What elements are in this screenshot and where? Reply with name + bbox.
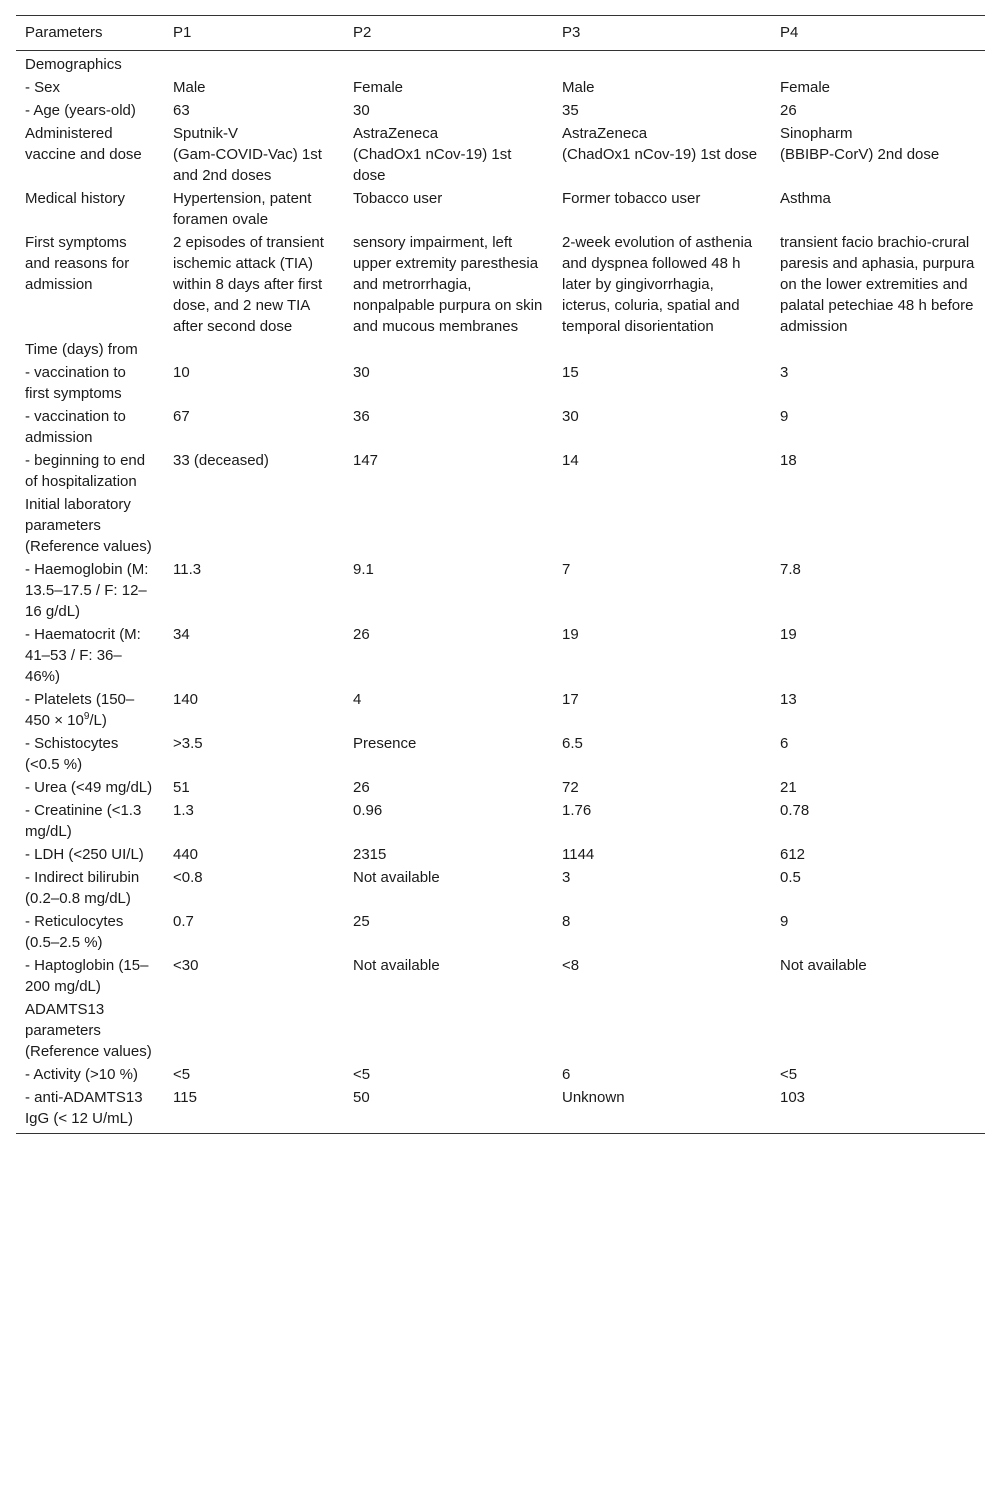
cell-line: (BBIBP-CorV) 2nd dose bbox=[780, 146, 940, 163]
row-label-part: /L) bbox=[89, 712, 107, 729]
cell-p3: 72 bbox=[562, 779, 579, 796]
cell-p4: <5 bbox=[780, 1066, 798, 1083]
cell-p4: Female bbox=[780, 79, 831, 96]
cell-p1: >3.5 bbox=[173, 735, 203, 752]
cell-p2 bbox=[344, 338, 553, 361]
cell-line: Sinopharm bbox=[780, 125, 853, 142]
cell-p4: 9 bbox=[780, 408, 789, 425]
table-row bbox=[16, 361, 985, 405]
cell-p3 bbox=[553, 122, 771, 187]
row-label: Administered vaccine and dose bbox=[25, 125, 142, 163]
cell-p1: 0.7 bbox=[173, 913, 194, 930]
cell-p4 bbox=[771, 51, 985, 77]
cell-p2: 26 bbox=[353, 779, 370, 796]
cell-p4: Not available bbox=[780, 957, 867, 974]
cell-p2 bbox=[344, 51, 553, 77]
cell-line: AstraZeneca bbox=[562, 125, 648, 142]
cell-p3: 3 bbox=[562, 869, 571, 886]
row-label bbox=[16, 688, 164, 732]
table-row bbox=[16, 998, 985, 1063]
table-row bbox=[16, 623, 985, 688]
cell-p3: 30 bbox=[562, 408, 579, 425]
cell-p1: 440 bbox=[173, 846, 199, 863]
row-label: - Schistocytes (<0.5 %) bbox=[25, 735, 119, 773]
cell-p3 bbox=[553, 51, 771, 77]
cell-p2: Not available bbox=[353, 869, 440, 886]
table-row bbox=[16, 799, 985, 843]
row-label: - Haptoglobin (15–200 mg/dL) bbox=[25, 957, 149, 995]
cell-p2: 9.1 bbox=[353, 561, 374, 578]
row-label: First symptoms and reasons for admission bbox=[25, 234, 130, 293]
table-row bbox=[16, 1063, 985, 1086]
table-container bbox=[16, 15, 985, 1134]
row-label: Time (days) from bbox=[25, 341, 138, 358]
row-label: - beginning to end of hospitalization bbox=[25, 452, 146, 490]
row-label: - Age (years-old) bbox=[25, 102, 136, 119]
cell-p2: Tobacco user bbox=[353, 190, 443, 207]
table-row bbox=[16, 688, 985, 732]
cell-p1: Male bbox=[173, 79, 206, 96]
cell-p2: 0.96 bbox=[353, 802, 383, 819]
cell-p3: 2-week evolution of asthenia and dyspnea followed 48 h later by gingivorrhagia, icterus, coluria, spatial and temporal disorientation bbox=[562, 234, 753, 335]
cell-line: AstraZeneca bbox=[353, 125, 439, 142]
cell-p4: 3 bbox=[780, 364, 789, 381]
cell-p3: 6.5 bbox=[562, 735, 583, 752]
cell-p2: sensory impairment, left upper extremity paresthesia and metrorrhagia, nonpalpable purpura on skin and mucous membranes bbox=[353, 234, 543, 335]
table-row bbox=[16, 405, 985, 449]
row-label: - anti-ADAMTS13 IgG (< 12 U/mL) bbox=[16, 1086, 164, 1134]
cell-p2: 50 bbox=[344, 1086, 553, 1134]
cell-p1: 115 bbox=[164, 1086, 344, 1134]
table-row bbox=[16, 51, 985, 77]
cell-p4 bbox=[771, 493, 985, 558]
table-row bbox=[16, 187, 985, 231]
cell-p1: Hypertension, patent foramen ovale bbox=[173, 190, 312, 228]
cell-p3: 7 bbox=[562, 561, 571, 578]
table-header bbox=[16, 16, 985, 51]
row-label: - Creatinine (<1.3 mg/dL) bbox=[25, 802, 142, 840]
row-label: - Haemoglobin (M: 13.5–17.5 / F: 12–16 g/dL) bbox=[25, 561, 149, 620]
cell-p2: 26 bbox=[353, 626, 370, 643]
cell-p1: <5 bbox=[173, 1066, 191, 1083]
cell-p1: 67 bbox=[173, 408, 190, 425]
cell-p1: 34 bbox=[173, 626, 190, 643]
header-p2: P2 bbox=[344, 16, 553, 51]
table-row bbox=[16, 866, 985, 910]
cell-p3: Former tobacco user bbox=[562, 190, 701, 207]
cell-p1 bbox=[164, 998, 344, 1063]
table-row bbox=[16, 732, 985, 776]
cell-p2: 4 bbox=[353, 691, 362, 708]
cell-p4 bbox=[771, 122, 985, 187]
cell-p4: Asthma bbox=[780, 190, 831, 207]
row-label-part: 450 × 10 bbox=[25, 712, 84, 729]
cell-p3: 14 bbox=[562, 452, 579, 469]
row-label: ADAMTS13 parameters (Reference values) bbox=[25, 1001, 152, 1060]
cell-line: (ChadOx1 nCov-19) 1st dose bbox=[562, 146, 758, 163]
row-label: - Sex bbox=[25, 79, 61, 96]
cell-p3 bbox=[553, 338, 771, 361]
row-label: - Indirect bilirubin (0.2–0.8 mg/dL) bbox=[25, 869, 140, 907]
cell-p2: Presence bbox=[353, 735, 417, 752]
cell-p1 bbox=[164, 338, 344, 361]
table-row bbox=[16, 76, 985, 99]
cell-p2: Not available bbox=[353, 957, 440, 974]
cell-p4: 103 bbox=[771, 1086, 985, 1134]
table-row bbox=[16, 493, 985, 558]
cell-p2: 30 bbox=[353, 364, 370, 381]
row-label: - Activity (>10 %) bbox=[25, 1066, 138, 1083]
cell-p1: <30 bbox=[173, 957, 199, 974]
cell-p2: 2315 bbox=[353, 846, 387, 863]
header-parameters: Parameters bbox=[16, 16, 164, 51]
cell-p3: 15 bbox=[562, 364, 579, 381]
row-label: - Reticulocytes (0.5–2.5 %) bbox=[25, 913, 124, 951]
cell-p1: 51 bbox=[173, 779, 190, 796]
cell-p3: Unknown bbox=[553, 1086, 771, 1134]
row-label: - vaccination to admission bbox=[25, 408, 126, 446]
table-row bbox=[16, 776, 985, 799]
cell-p3: <8 bbox=[562, 957, 580, 974]
cell-p3: 6 bbox=[562, 1066, 571, 1083]
cell-p3: 8 bbox=[562, 913, 571, 930]
patient-parameters-table bbox=[16, 15, 985, 1134]
table-row bbox=[16, 122, 985, 187]
row-label: Medical history bbox=[25, 190, 126, 207]
cell-p3: 1144 bbox=[562, 846, 595, 863]
cell-line: (Gam-COVID-Vac) 1st and 2nd doses bbox=[173, 146, 322, 184]
header-row bbox=[16, 16, 985, 51]
cell-p4: 13 bbox=[780, 691, 797, 708]
cell-p3: 17 bbox=[562, 691, 579, 708]
cell-p2: 36 bbox=[353, 408, 370, 425]
cell-p4: 19 bbox=[780, 626, 797, 643]
row-label: - vaccination to first symptoms bbox=[25, 364, 126, 402]
header-p4: P4 bbox=[771, 16, 985, 51]
cell-p4 bbox=[771, 998, 985, 1063]
table-row bbox=[16, 558, 985, 623]
cell-p4: 0.5 bbox=[780, 869, 801, 886]
cell-p3 bbox=[553, 493, 771, 558]
cell-p3: 35 bbox=[562, 102, 579, 119]
cell-p1 bbox=[164, 51, 344, 77]
cell-p3: 1.76 bbox=[562, 802, 592, 819]
cell-p1: 140 bbox=[173, 691, 199, 708]
cell-p3: Male bbox=[562, 79, 595, 96]
cell-p2: 25 bbox=[353, 913, 370, 930]
cell-p1: 11.3 bbox=[173, 561, 202, 578]
table-row bbox=[16, 449, 985, 493]
table-row bbox=[16, 99, 985, 122]
cell-p1: 33 (deceased) bbox=[173, 452, 269, 469]
cell-p4 bbox=[771, 338, 985, 361]
table-row bbox=[16, 910, 985, 954]
cell-p1 bbox=[164, 122, 344, 187]
cell-p1 bbox=[164, 493, 344, 558]
cell-p4: 26 bbox=[780, 102, 797, 119]
row-label: Initial laboratory parameters (Reference values) bbox=[25, 496, 152, 555]
cell-p2: 30 bbox=[353, 102, 370, 119]
cell-p1: 1.3 bbox=[173, 802, 194, 819]
table-row bbox=[16, 954, 985, 998]
cell-p1: <0.8 bbox=[173, 869, 203, 886]
cell-p4: 9 bbox=[780, 913, 789, 930]
cell-p2: Female bbox=[353, 79, 404, 96]
table-row bbox=[16, 338, 985, 361]
cell-p2: 147 bbox=[353, 452, 379, 469]
cell-p4: 0.78 bbox=[780, 802, 810, 819]
cell-p2 bbox=[344, 493, 553, 558]
row-label: - LDH (<250 UI/L) bbox=[25, 846, 144, 863]
cell-p1: 63 bbox=[173, 102, 190, 119]
cell-p1: 2 episodes of transient ischemic attack (TIA) within 8 days after first dose, and 2 new TIA after second dose bbox=[173, 234, 324, 335]
cell-p4: 21 bbox=[780, 779, 797, 796]
table-body bbox=[16, 51, 985, 1134]
cell-p1: 10 bbox=[173, 364, 190, 381]
cell-line: (ChadOx1 nCov-19) 1st dose bbox=[353, 146, 512, 184]
row-label-superscript: 9 bbox=[83, 711, 90, 722]
cell-p3: 19 bbox=[562, 626, 579, 643]
cell-p4: transient facio brachio-crural paresis and aphasia, purpura on the lower extremities and palatal petechiae 48 h before admission bbox=[780, 234, 975, 335]
cell-p4: 612 bbox=[780, 846, 806, 863]
cell-p2 bbox=[344, 998, 553, 1063]
cell-p3 bbox=[553, 998, 771, 1063]
row-label: - Haematocrit (M: 41–53 / F: 36–46%) bbox=[25, 626, 141, 685]
header-p3: P3 bbox=[553, 16, 771, 51]
cell-p2: <5 bbox=[353, 1066, 371, 1083]
row-label-part: - Platelets (150– bbox=[25, 691, 135, 708]
cell-p4: 18 bbox=[780, 452, 797, 469]
cell-p2 bbox=[344, 122, 553, 187]
cell-line: Sputnik-V bbox=[173, 125, 239, 142]
cell-p4: 6 bbox=[780, 735, 789, 752]
row-label: - Urea (<49 mg/dL) bbox=[25, 779, 153, 796]
table-row bbox=[16, 231, 985, 338]
header-p1: P1 bbox=[164, 16, 344, 51]
table-row bbox=[16, 843, 985, 866]
table-row bbox=[16, 1086, 985, 1134]
row-label: Demographics bbox=[25, 56, 122, 73]
cell-p4: 7.8 bbox=[780, 561, 801, 578]
